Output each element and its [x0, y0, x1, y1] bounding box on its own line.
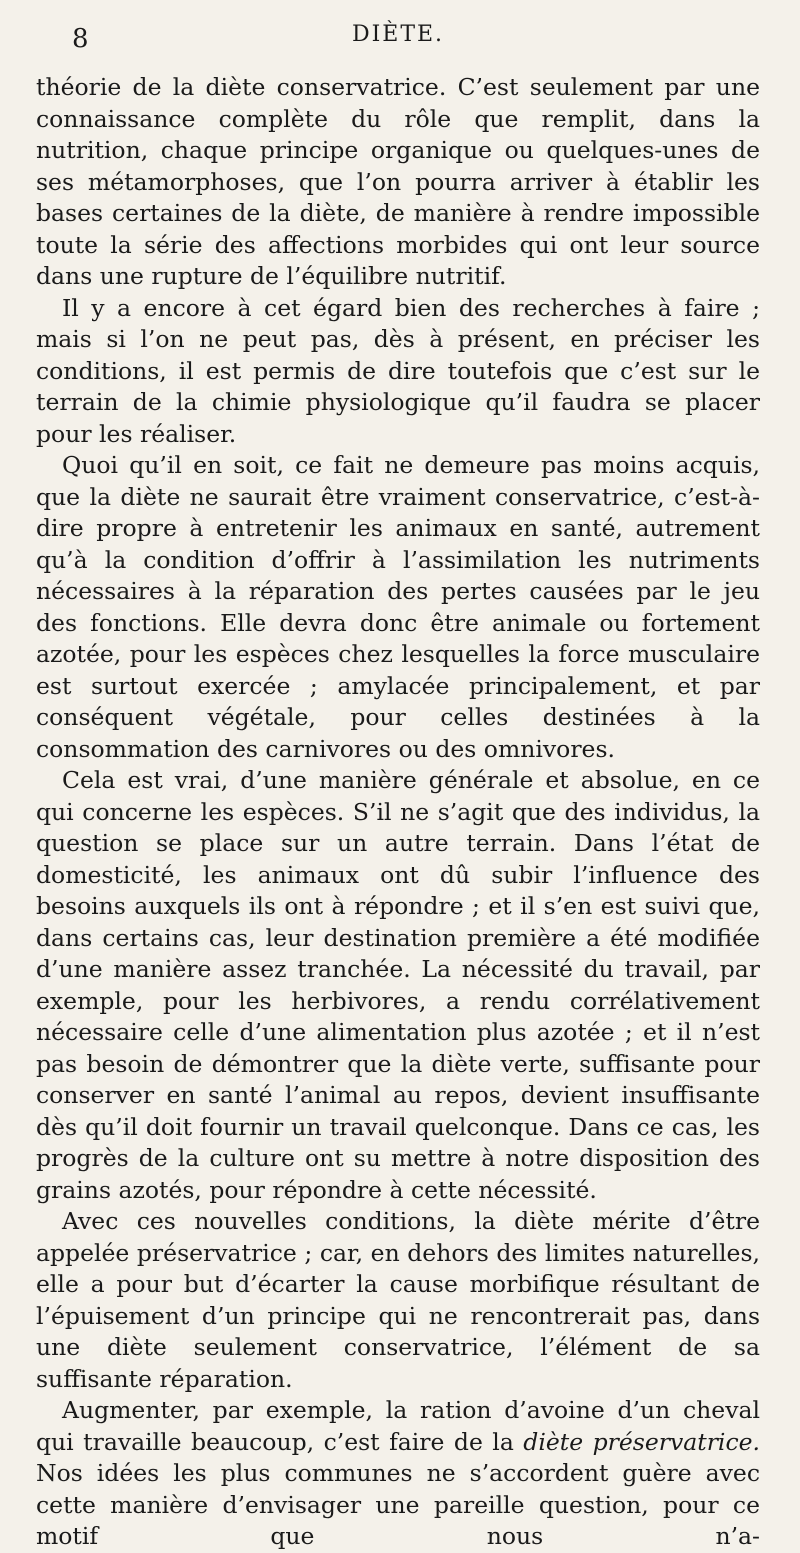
- paragraph: Cela est vrai, d’une manière générale et absolue, en ce qui concerne les espèces. S’il ne s’agit que des individus, la question se place sur un autre terrain. Dans l’état de domesticité, les animaux ont dû subir l’influence des besoins auxquels ils ont à répondre ; et il s’en est suivi que, dans certains cas, leur destination première a été modifiée d’une manière assez tranchée. La nécessité du travail, par exemple, pour les herbivores, a rendu corrélativement nécessaire celle d’une alimentation plus azotée ; et il n’est pas besoin de démontrer que la diète verte, suffisante pour conserver en santé l’animal au repos, devient insuffisante dès qu’il doit fournir un travail quelconque. Dans ce cas, les progrès de la culture ont su mettre à notre disposition des grains azotés, pour répondre à cette nécessité.: [36, 766, 760, 1204]
- page-header: [36, 0, 760, 72]
- paragraph-text: Nos idées les plus communes ne s’accordent guère avec cette manière d’envisager une pareille question, pour ce motif que nous n’a-: [36, 1459, 760, 1550]
- paragraph-text: Augmenter, par exemple, la ration d’avoine d’un cheval qui travaille beaucoup, c’est faire de la: [36, 1396, 760, 1456]
- paragraph: Quoi qu’il en soit, ce fait ne demeure pas moins acquis, que la diète ne saurait être vraiment conservatrice, c’est-à-dire propre à entretenir les animaux en santé, autrement qu’à la condition d’offrir à l’assimilation les nutriments nécessaires à la réparation des pertes causées par le jeu des fonctions. Elle devra donc être animale ou fortement azotée, pour les espèces chez lesquelles la force musculaire est surtout exercée ; amylacée principalement, et par conséquent végétale, pour celles destinées à la consommation des carnivores ou des omnivores.: [36, 451, 760, 763]
- paragraph: [36, 1395, 760, 1553]
- italic-term: diète préservatrice.: [523, 1427, 760, 1456]
- paragraph: théorie de la diète conservatrice. C’est seulement par une connaissance complète du rôle que remplit, dans la nutrition, chaque principe organique ou quelques-unes de ses métamorphoses, que l’on pourra arriver à établir les bases certaines de la diète, de manière à rendre impossible toute la série des affections morbides qui ont leur source dans une rupture de l’équilibre nutritif.: [36, 73, 760, 290]
- body-text: [36, 72, 760, 1553]
- paragraph: Avec ces nouvelles conditions, la diète mérite d’être appelée préservatrice ; car, en dehors des limites naturelles, elle a pour but d’écarter la cause morbifique résultant de l’épuisement d’un principe qui ne rencontrerait pas, dans une diète seulement conservatrice, l’élément de sa suffisante réparation.: [36, 1207, 760, 1393]
- paragraph: Il y a encore à cet égard bien des recherches à faire ; mais si l’on ne peut pas, dès à présent, en préciser les conditions, il est permis de dire toutefois que c’est sur le terrain de la chimie physiologique qu’il faudra se placer pour les réaliser.: [36, 293, 760, 448]
- page-number: 8: [72, 24, 89, 54]
- running-head: DIÈTE.: [351, 22, 445, 47]
